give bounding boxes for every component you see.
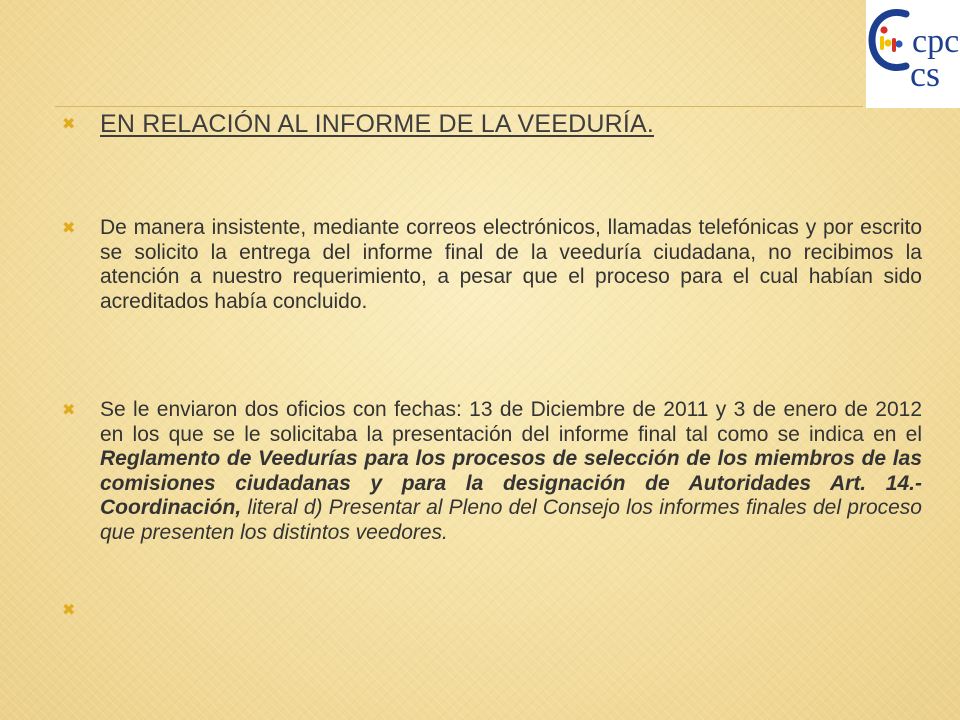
logo-yellow-dot [884,39,891,46]
bullet-item-2 [62,398,924,545]
paragraph-2-literal: literal d) Presentar al Pleno del Consejo los informes finales del proceso que presenten los distintos veedores. [100,496,922,544]
x-mark-bullet-icon: ✖ [62,114,76,133]
bullet-item-1 [62,216,924,314]
heading-item [62,110,924,138]
logo-red-bar [892,38,896,52]
logo-red-dot [880,26,887,33]
x-mark-bullet-icon: ✖ [62,600,76,619]
logo-blue-dot [895,40,902,47]
logo-graphic [866,0,960,108]
logo-text-bottom: cs [910,54,940,94]
x-mark-bullet-icon: ✖ [62,400,76,419]
logo-yellow-bar [880,36,884,50]
paragraph-2-intro: Se le enviaron dos oficios con fechas: 13 de Diciembre de 2011 y 3 de enero de 2012 en los que se le solicitaba la presentación del informe final tal como se indica en el [100,398,922,446]
cpccs-logo [866,0,960,108]
regulation-reference: Reglamento de Veedurías para los procesos de selección de los miembros de las comisiones ciudadanas y para la designación de Autoridades Art. 14.-Coordinación, [100,447,922,519]
paragraph-1: De manera insistente, mediante correos electrónicos, llamadas telefónicas y por escrito se solicito la entrega del informe final de la veeduría ciudadana, no recibimos la atención a nuestro requerimiento, a pesar que el proceso para el cual habían sido acreditados había concluido. [100,216,922,313]
logo-text-top: cpc [912,23,960,60]
slide-heading: EN RELACIÓN AL INFORME DE LA VEEDURÍA. [100,110,655,138]
paragraph-2 [100,398,922,545]
bullet-item-empty [62,598,924,622]
x-mark-bullet-icon: ✖ [62,218,76,237]
header-divider [55,106,863,107]
